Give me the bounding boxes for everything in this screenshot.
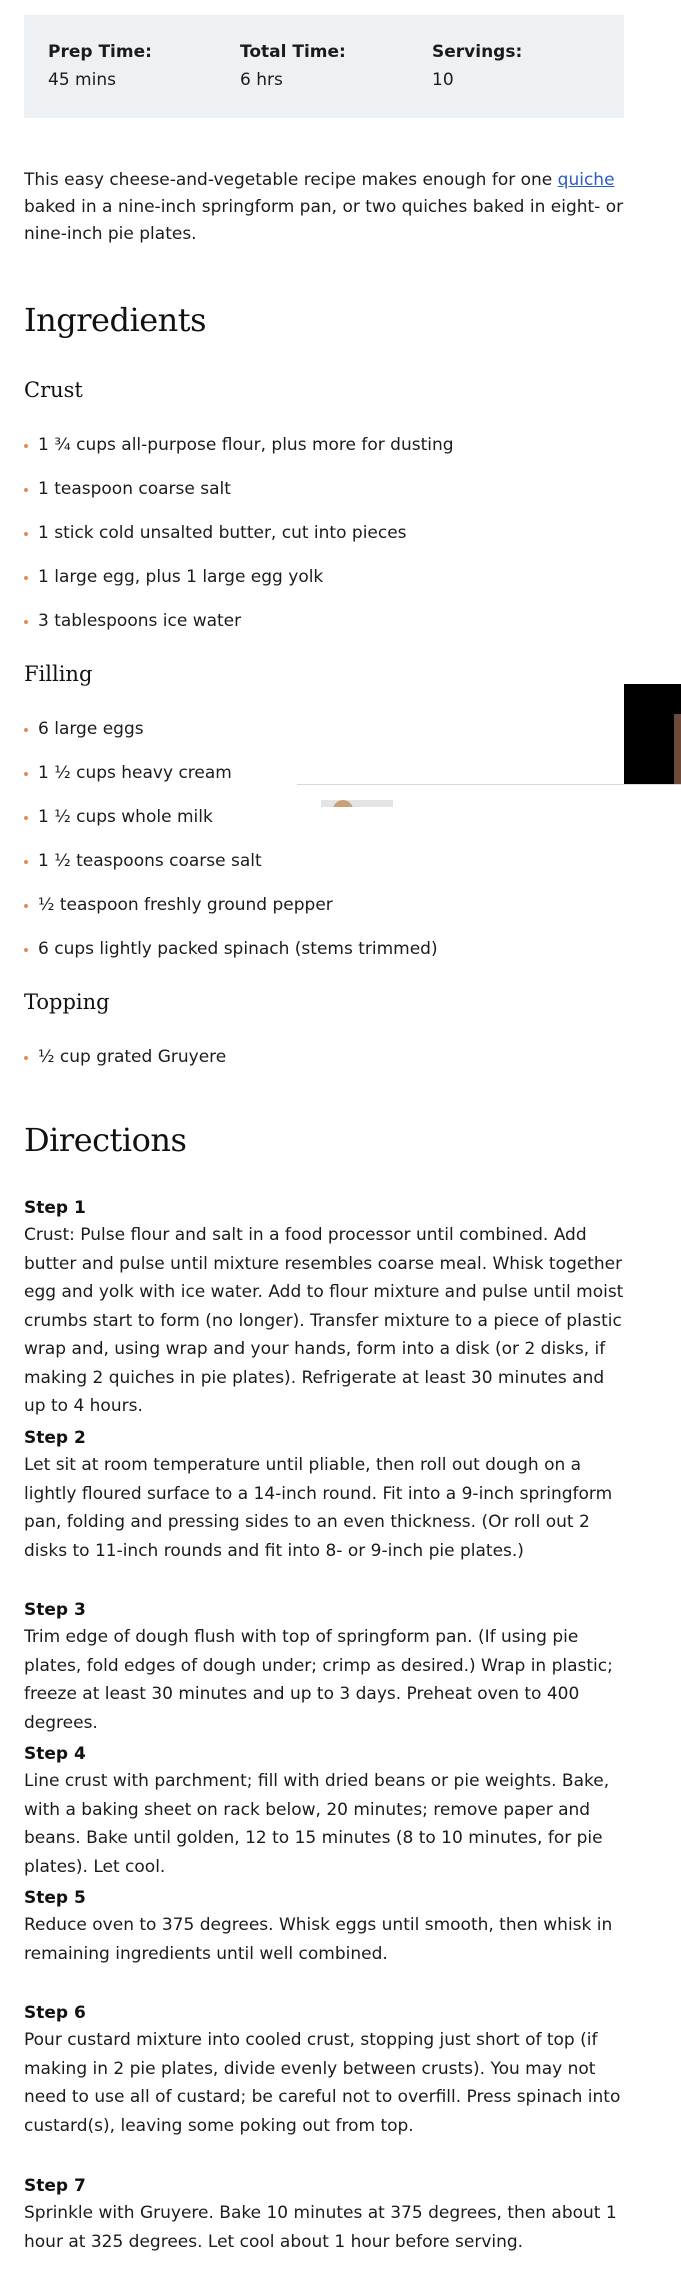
servings [432, 41, 522, 91]
ingredient-item: 1 ½ cups heavy cream [24, 762, 624, 806]
total-time-value: 6 hrs [240, 70, 283, 90]
ingredient-item: ½ cup grated Gruyere [24, 1046, 624, 1090]
total-time-label: Total Time: [240, 42, 346, 62]
ingredient-item: 1 ¾ cups all-purpose flour, plus more for dusting [24, 434, 624, 478]
step-text: Let sit at room temperature until pliable, then roll out dough on a lightly floured surface to a 14-inch round. Fit into a 9-inch springform pan, folding and pressing sides to an even thickness. (Or roll out 2 disks to 11-inch rounds and fit into 8- or 9-inch pie plates.) [24, 1455, 613, 1561]
prep-time-label: Prep Time: [48, 42, 152, 62]
servings-label: Servings: [432, 42, 523, 62]
ingredient-group-title-crust: Crust [24, 378, 83, 402]
step-title: Step 5 [24, 1888, 86, 1908]
ingredient-item: 1 stick cold unsalted butter, cut into pieces [24, 522, 624, 566]
step-title: Step 7 [24, 2176, 86, 2196]
step-text: Line crust with parchment; fill with dried beans or pie weights. Bake, with a baking sheet on rack below, 20 minutes; remove paper and beans. Bake until golden, 12 to 15 minutes (8 to 10 minutes, for pie plates). Let cool. [24, 1771, 610, 1877]
ingredient-item: ½ teaspoon freshly ground pepper [24, 894, 624, 938]
direction-step-6 [24, 2002, 624, 2140]
prep-time-value: 45 mins [48, 70, 116, 90]
step-title: Step 1 [24, 1198, 86, 1218]
ingredient-item: 1 ½ teaspoons coarse salt [24, 850, 624, 894]
direction-step-2 [24, 1427, 624, 1565]
ingredients-heading: Ingredients [24, 301, 207, 339]
ingredient-item: 6 cups lightly packed spinach (stems trimmed) [24, 938, 624, 982]
intro-text-before: This easy cheese-and-vegetable recipe makes enough for one [24, 170, 558, 190]
step-title: Step 2 [24, 1428, 86, 1448]
step-text: Sprinkle with Gruyere. Bake 10 minutes at 375 degrees, then about 1 hour at 325 degrees. Let cool about 1 hour before serving. [24, 2203, 617, 2252]
total-time [240, 41, 346, 91]
ingredient-list-topping [24, 1046, 624, 1090]
step-title: Step 6 [24, 2003, 86, 2023]
ingredient-list-crust [24, 434, 624, 654]
ingredient-item: 6 large eggs [24, 718, 624, 762]
direction-step-7 [24, 2175, 624, 2256]
ingredient-group-title-topping: Topping [24, 990, 110, 1014]
ingredient-item: 1 teaspoon coarse salt [24, 478, 624, 522]
ad-video-frame[interactable] [624, 684, 681, 784]
step-title: Step 3 [24, 1600, 86, 1620]
ingredient-item: 1 large egg, plus 1 large egg yolk [24, 566, 624, 610]
ingredient-item: 3 tablespoons ice water [24, 610, 624, 654]
direction-step-1 [24, 1197, 624, 1421]
ingredient-group-title-filling: Filling [24, 662, 93, 686]
intro-text-after: baked in a nine-inch springform pan, or two quiches baked in eight- or nine-inch pie plates. [24, 197, 624, 244]
ad-thumbnail-shape [333, 800, 353, 807]
ingredient-list-filling [24, 718, 624, 982]
direction-step-4 [24, 1743, 624, 1881]
prep-time [48, 41, 152, 91]
step-text: Pour custard mixture into cooled crust, stopping just short of top (if making in 2 pie plates, divide evenly between crusts). You may not need to use all of custard; be careful not to overfill. Press spinach into custard(s), leaving some poking out from top. [24, 2030, 621, 2136]
step-text: Crust: Pulse flour and salt in a food processor until combined. Add butter and pulse until mixture resembles coarse meal. Whisk together egg and yolk with ice water. Add to flour mixture and pulse until moist crumbs start to form (no longer). Transfer mixture to a piece of plastic wrap and, using wrap and your hands, form into a disk (or 2 disks, if making 2 quiches in pie plates). Refrigerate at least 30 minutes and up to 4 hours. [24, 1225, 624, 1416]
ingredient-item: 1 ½ cups whole milk [24, 806, 624, 850]
servings-value: 10 [432, 70, 454, 90]
ad-thumbnail-image[interactable] [321, 800, 393, 807]
direction-step-3 [24, 1599, 624, 1737]
step-text: Trim edge of dough flush with top of springform pan. (If using pie plates, fold edges of dough under; crimp as desired.) Wrap in plastic; freeze at least 30 minutes and up to 3 days. Preheat oven to 400 degrees. [24, 1627, 613, 1733]
step-title: Step 4 [24, 1744, 86, 1764]
step-text: Reduce oven to 375 degrees. Whisk eggs until smooth, then whisk in remaining ingredients until well combined. [24, 1915, 613, 1964]
recipe-meta-box [24, 15, 624, 118]
directions-heading: Directions [24, 1121, 187, 1159]
quiche-link[interactable]: quiche [557, 170, 615, 190]
ad-video-thumbnail [674, 714, 681, 784]
direction-step-5 [24, 1887, 624, 1968]
recipe-intro [24, 167, 624, 248]
ad-divider [297, 784, 681, 785]
